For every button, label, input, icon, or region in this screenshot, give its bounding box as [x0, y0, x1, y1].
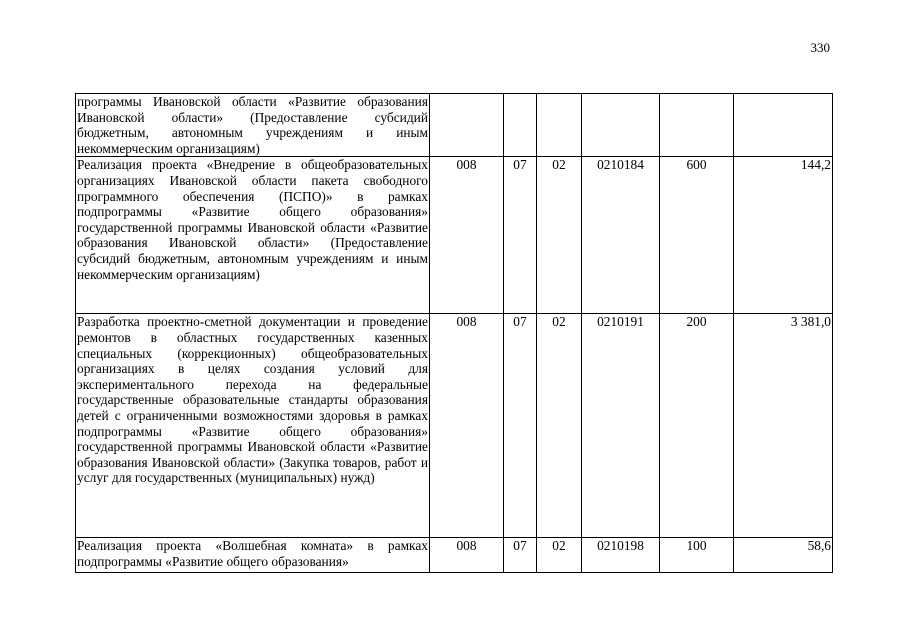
- budget-table: [75, 93, 833, 573]
- table-row: [76, 94, 833, 157]
- amount-value: 3 381,0: [734, 314, 833, 538]
- amount-value: 144,2: [734, 157, 833, 314]
- subsection-code: 02: [537, 538, 582, 573]
- table-row: [76, 314, 833, 538]
- amount-value: 58,6: [734, 538, 833, 573]
- ministry-code: [430, 94, 504, 157]
- target-code: 0210198: [582, 538, 660, 573]
- section-code: 07: [504, 538, 537, 573]
- expense-type-code: 100: [660, 538, 734, 573]
- section-code: 07: [504, 157, 537, 314]
- row-description: Реализация проекта «Внедрение в общеобразовательных организациях Ивановской области пакета свободного программного обеспечения (ПСПО)» в рамках подпрограммы «Развитие общего образования» государственной программы Ивановской области «Развитие образования Ивановской области» (Предоставление субсидий бюджетным, автономным учреждениям и иным некоммерческим организациям): [76, 157, 430, 314]
- ministry-code: 008: [430, 538, 504, 573]
- section-code: 07: [504, 314, 537, 538]
- ministry-code: 008: [430, 157, 504, 314]
- amount-value: [734, 94, 833, 157]
- row-description: Реализация проекта «Волшебная комната» в рамках подпрограммы «Развитие общего образования»: [76, 538, 430, 573]
- page-number: 330: [810, 40, 830, 55]
- subsection-code: [537, 94, 582, 157]
- expense-type-code: 200: [660, 314, 734, 538]
- target-code: 0210184: [582, 157, 660, 314]
- expense-type-code: [660, 94, 734, 157]
- subsection-code: 02: [537, 314, 582, 538]
- table-row: [76, 157, 833, 314]
- subsection-code: 02: [537, 157, 582, 314]
- section-code: [504, 94, 537, 157]
- row-description: программы Ивановской области «Развитие образования Ивановской области» (Предоставление субсидий бюджетным, автономным учреждениям и иным некоммерческим организациям): [77, 94, 428, 156]
- row-description: Разработка проектно-сметной документации и проведение ремонтов в областных государственных казенных специальных (коррекционных) общеобразовательных организациях в целях создания условий для экспериментального перехода на федеральные государственные образовательные стандарты образования детей с ограниченными возможностями здоровья в рамках подпрограммы «Развитие общего образования» государственной программы Ивановской области «Развитие образования Ивановской области» (Закупка товаров, работ и услуг для государственных (муниципальных) нужд): [76, 314, 430, 538]
- table-row: [76, 538, 833, 573]
- expense-type-code: 600: [660, 157, 734, 314]
- ministry-code: 008: [430, 314, 504, 538]
- target-code: 0210191: [582, 314, 660, 538]
- target-code: [582, 94, 660, 157]
